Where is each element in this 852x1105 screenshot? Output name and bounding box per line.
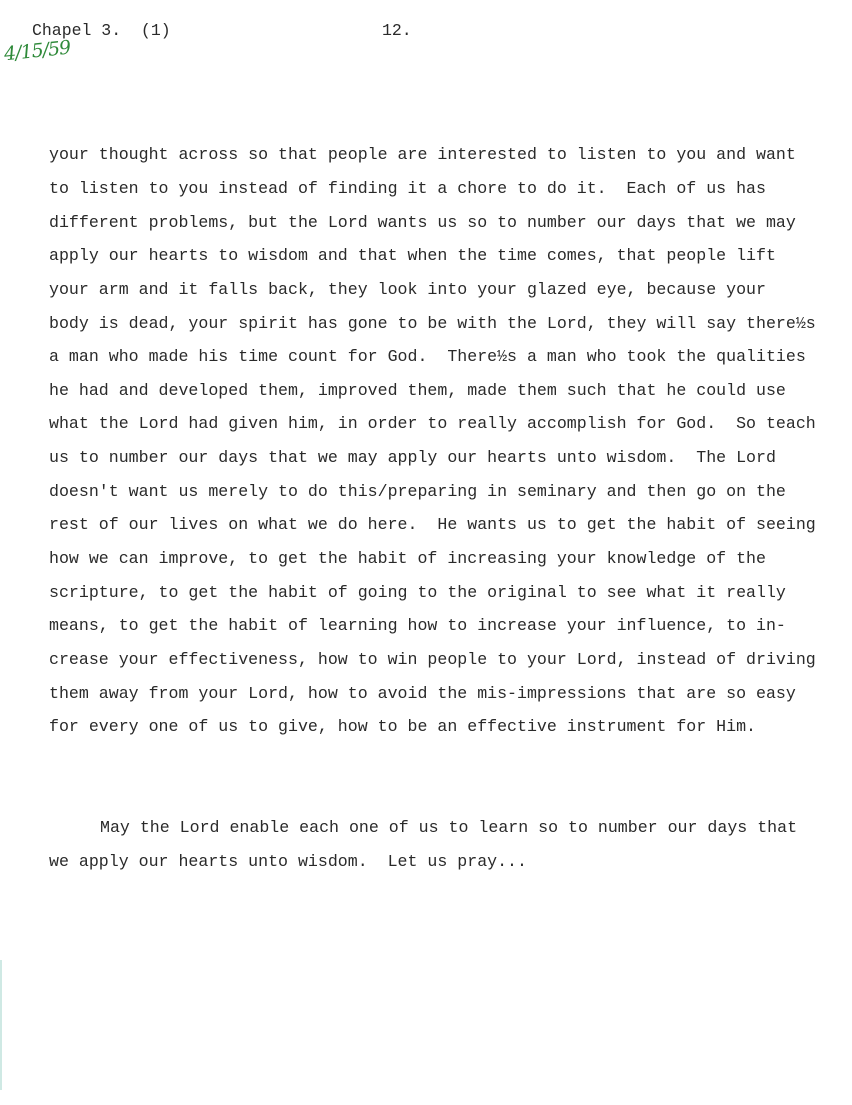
document-title: Chapel 3. (1)	[32, 21, 171, 40]
text-line: crease your effectiveness, how to win people to your Lord, instead of driving	[49, 649, 816, 669]
text-line: for every one of us to give, how to be an effective instrument for Him.	[49, 717, 757, 737]
text-line: he had and developed them, improved them, made them such that he could use	[49, 380, 786, 400]
handwritten-date: 4/15/59	[3, 36, 72, 66]
paragraph-1	[49, 138, 816, 744]
text-line: your thought across so that people are interested to listen to you and want	[49, 145, 796, 165]
page-number: 12.	[382, 21, 412, 40]
scan-margin-mark	[0, 960, 2, 1090]
text-line: how we can improve, to get the habit of increasing your knowledge of the	[49, 549, 766, 568]
text-line: what the Lord had given him, in order to really accomplish for God. So teach	[49, 414, 816, 434]
text-line: May the Lord enable each one of us to learn so to number our days that	[100, 818, 798, 838]
text-line: them away from your Lord, how to avoid the mis-impressions that are so easy	[49, 683, 796, 703]
text-line: means, to get the habit of learning how to increase your influence, to in-	[49, 616, 786, 636]
text-line: body is dead, your spirit has gone to be with the Lord, they will say there½s	[49, 313, 816, 333]
text-line: a man who made his time count for God. There½s a man who took the qualities	[49, 347, 806, 367]
paragraph-2	[49, 811, 816, 878]
text-line: different problems, but the Lord wants us so to number our days that we may	[49, 212, 796, 232]
text-line: to listen to you instead of finding it a chore to do it. Each of us has	[49, 178, 766, 198]
text-line: rest of our lives on what we do here. He wants us to get the habit of seeing	[49, 515, 816, 535]
text-line: us to number our days that we may apply our hearts unto wisdom. The Lord	[49, 448, 776, 468]
text-line: we apply our hearts unto wisdom. Let us pray...	[49, 851, 527, 871]
text-line: apply our hearts to wisdom and that when the time comes, that people lift	[49, 246, 776, 266]
text-line: doesn't want us merely to do this/preparing in seminary and then go on the	[49, 481, 786, 501]
text-line: your arm and it falls back, they look into your glazed eye, because your	[49, 279, 766, 299]
text-line: scripture, to get the habit of going to the original to see what it really	[49, 582, 786, 602]
document-body	[49, 71, 816, 912]
